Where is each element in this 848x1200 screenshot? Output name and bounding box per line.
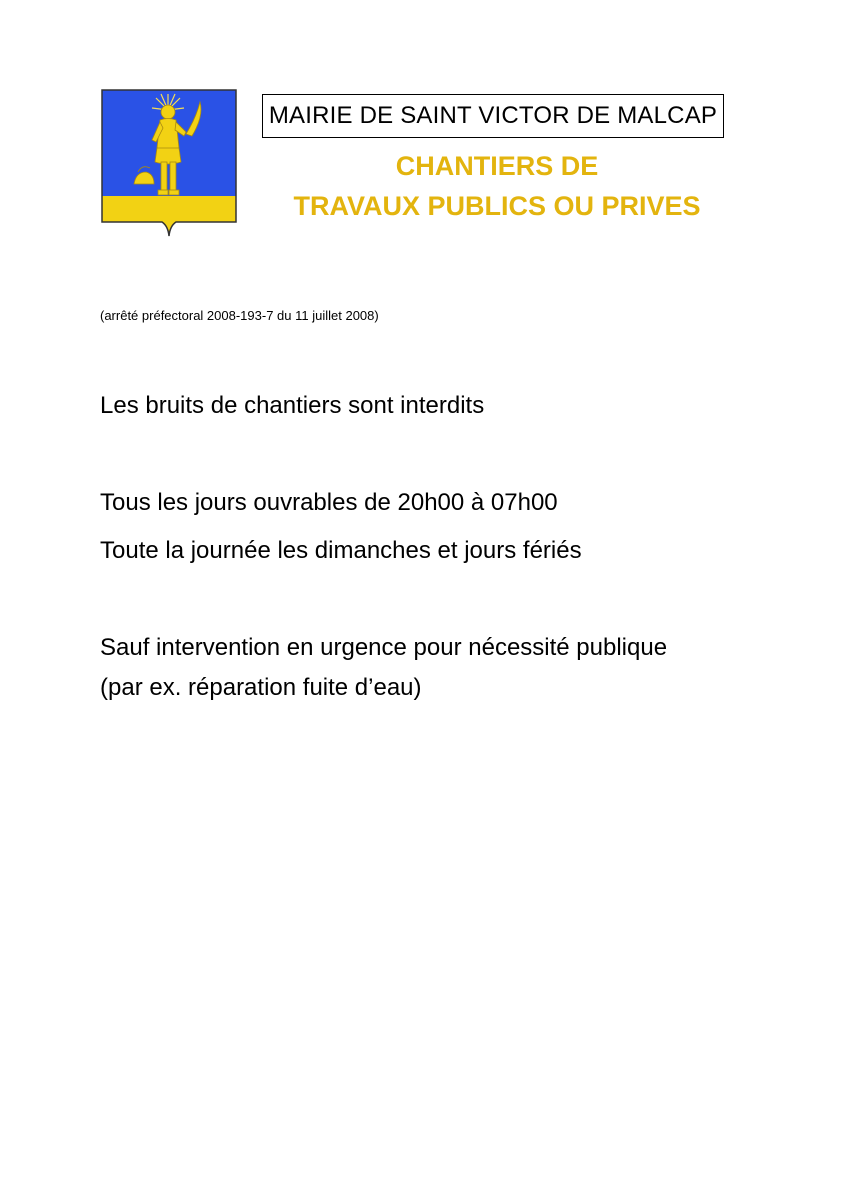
mairie-title: MAIRIE DE SAINT VICTOR DE MALCAP: [268, 102, 718, 129]
noise-ban-statement: Les bruits de chantiers sont interdits: [100, 392, 485, 419]
workday-hours: Tous les jours ouvrables de 20h00 à 07h00: [100, 489, 558, 516]
document-title: [262, 146, 732, 226]
title-line-2: TRAVAUX PUBLICS OU PRIVES: [293, 191, 701, 221]
title-line-1: CHANTIERS DE: [395, 151, 599, 181]
coat-of-arms-emblem: [100, 88, 238, 240]
mairie-title-box: [262, 94, 724, 138]
exception-statement: Sauf intervention en urgence pour nécessité publique: [100, 634, 668, 661]
exception-example: (par ex. réparation fuite d’eau): [100, 674, 422, 701]
prefectoral-reference: (arrêté préfectoral 2008-193-7 du 11 juillet 2008): [100, 308, 379, 323]
sunday-holiday-rule: Toute la journée les dimanches et jours fériés: [100, 537, 582, 564]
